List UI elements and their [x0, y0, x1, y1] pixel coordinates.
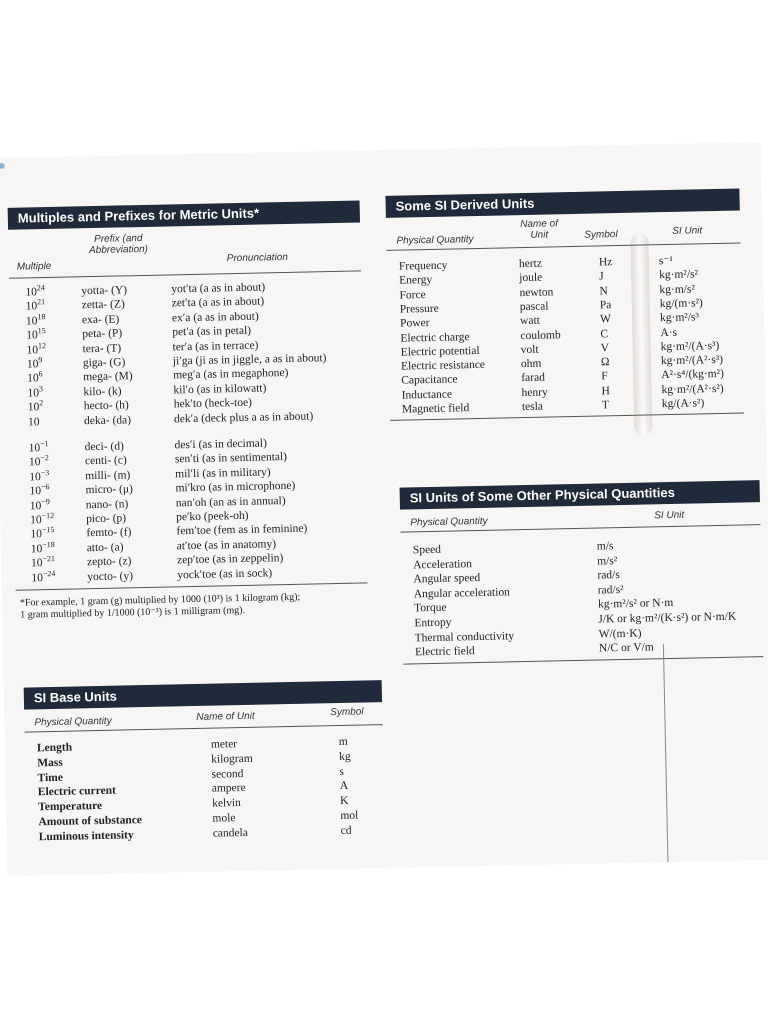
blue-dot-mark [0, 163, 5, 169]
derived-unit-name: pascal [519, 300, 549, 314]
derived-si-unit: kg/(A·s²) [661, 397, 705, 411]
multiple-exponent: −15 [41, 525, 55, 535]
derived-quantity: Capacitance [401, 373, 458, 387]
multiple-base: 10 [25, 315, 38, 328]
derived-symbol: T [601, 399, 610, 412]
multiple-exponent: −18 [42, 539, 55, 550]
base-col-symbol: Symbol [330, 706, 364, 719]
base-quantity: Luminous intensity [38, 829, 134, 844]
derived-si-unit: kg·m/s² [659, 283, 695, 296]
derived-col-symbol: Symbol [584, 229, 618, 241]
derived-symbol: Pa [599, 299, 612, 312]
col-multiple: Multiple [16, 260, 52, 273]
multiple-base: 10 [26, 358, 39, 371]
multiple-base: 10 [25, 300, 38, 313]
other-si-unit: J/K or kg·m²/(K·s²) or N·m/K [598, 610, 737, 626]
derived-si-unit: kg·m²/s³ [659, 311, 700, 325]
prefixes-bottom-rule [16, 582, 368, 590]
derived-si-unit: A·s [660, 326, 678, 339]
prefix-name: peta- (P) [82, 327, 123, 341]
base-unit-name: kilogram [211, 752, 253, 766]
other-si-unit: rad/s [597, 569, 620, 582]
derived-quantity: Force [399, 288, 426, 302]
prefix-name: giga- (G) [82, 356, 126, 370]
derived-symbol: H [601, 384, 611, 398]
other-quantity: Angular speed [413, 572, 481, 586]
derived-quantity: Frequency [398, 259, 448, 273]
prefix-name: deci- (d) [84, 440, 125, 454]
prefix-pronunciation: des′i (as in decimal) [174, 437, 267, 452]
base-symbol: kg [339, 750, 351, 763]
multiple-base: 10 [27, 386, 40, 400]
multiple-base: 10 [28, 442, 41, 455]
base-unit-name: second [211, 767, 244, 781]
prefix-pronunciation: ex′a (a as in about) [171, 310, 259, 325]
prefix-name: zetta- (Z) [81, 298, 125, 312]
multiple-base: 10 [31, 571, 43, 584]
col-pronunciation: Pronunciation [226, 251, 288, 265]
base-unit-name: meter [210, 738, 238, 751]
base-unit-name: ampere [211, 782, 246, 796]
prefix-name: zepto- (z) [86, 555, 132, 569]
derived-col-quantity: Physical Quantity [396, 234, 474, 247]
multiple-exponent: 12 [37, 340, 47, 350]
prefix-name: tera- (T) [82, 342, 122, 355]
derived-unit-name: joule [519, 271, 543, 285]
multiple-base: 10 [28, 456, 41, 469]
prefix-pronunciation: mil′li (as in military) [175, 466, 271, 481]
other-si-unit: kg·m²/s² or N·m [597, 597, 674, 611]
base-symbol: mol [340, 809, 359, 822]
base-symbol: A [339, 780, 349, 793]
prefix-pronunciation: at′toe (as in anatomy) [176, 538, 277, 553]
other-si-unit: N/C or V/m [598, 641, 654, 655]
other-quantity: Angular acceleration [413, 586, 511, 601]
derived-si-unit: kg·m²/(A·s³) [660, 339, 720, 353]
base-quantity: Temperature [38, 800, 103, 814]
base-quantity: Time [37, 771, 64, 784]
derived-quantity: Electric potential [400, 344, 480, 359]
base-symbol: K [339, 794, 349, 808]
prefix-pronunciation: ji′ga (ji as in jiggle, a as in about) [172, 352, 327, 368]
base-unit-name: mole [212, 812, 236, 825]
multiple-exponent: 18 [37, 312, 46, 322]
derived-unit-name: newton [519, 286, 554, 299]
other-quantity: Torque [413, 602, 447, 615]
multiple-base: 10 [30, 557, 43, 570]
multiple-exponent: −12 [41, 511, 55, 521]
multiple-base: 10 [25, 286, 38, 299]
multiple-exponent: −3 [40, 467, 50, 478]
derived-si-unit: s⁻¹ [658, 254, 673, 268]
base-col-quantity: Physical Quantity [34, 715, 112, 729]
derived-unit-name: watt [519, 314, 541, 328]
derived-col-si: SI Unit [672, 225, 703, 237]
derived-unit-name: farad [521, 371, 546, 385]
derived-quantity: Energy [399, 274, 433, 287]
multiple-exponent: 21 [37, 297, 46, 307]
multiple-exponent: 15 [37, 326, 46, 336]
base-symbol: cd [340, 824, 352, 837]
light-glare [630, 234, 652, 434]
prefix-name: pico- (p) [86, 512, 127, 526]
prefix-pronunciation: nan′oh (an as in annual) [175, 494, 286, 509]
derived-symbol: V [600, 342, 610, 355]
base-quantity: Mass [37, 756, 63, 770]
multiple-value [31, 570, 55, 584]
multiple-exponent: −6 [40, 482, 50, 492]
derived-si-unit: kg·m²/(A²·s³) [660, 353, 724, 368]
multiple-exponent: 9 [38, 355, 43, 365]
prefix-name: yocto- (y) [87, 569, 134, 583]
prefix-pronunciation: yock′toe (as in sock) [177, 566, 273, 581]
multiple-base: 10 [30, 514, 42, 527]
other-quantity: Speed [412, 543, 442, 557]
multiple-exponent: 3 [38, 384, 43, 394]
derived-unit-name: ohm [520, 357, 542, 371]
multiple-value [26, 340, 47, 357]
other-quantity: Entropy [414, 616, 452, 630]
prefix-name: micro- (μ) [85, 483, 134, 497]
base-col-name: Name of Unit [196, 710, 255, 723]
multiple-base: 10 [29, 485, 42, 498]
multiple-exponent: 6 [38, 369, 43, 379]
prefix-pronunciation: kil′o (as in kilowatt) [173, 382, 267, 397]
multiple-base: 10 [27, 401, 40, 414]
prefix-name: centi- (c) [84, 454, 127, 468]
prefix-pronunciation: sen′ti (as in sentimental) [174, 451, 288, 466]
other-si-unit: W/(m·K) [598, 627, 642, 641]
prefix-pronunciation: meg′a (as in megaphone) [173, 367, 289, 382]
derived-symbol: F [601, 370, 608, 383]
multiple-exponent: −1 [39, 439, 49, 449]
derived-quantity: Pressure [399, 302, 439, 316]
prefix-name: deka- (da) [83, 413, 132, 427]
derived-si-unit: A²·s⁴/(kg·m²) [661, 368, 725, 382]
other-si-unit: m/s² [597, 554, 618, 568]
prefixes-footnote-line1: *For example, 1 gram (g) multiplied by 1000 (10³) is 1 kilogram (kg); [19, 591, 301, 609]
prefix-name: kilo- (k) [83, 385, 122, 399]
base-quantity: Amount of substance [38, 814, 143, 829]
multiple-base: 10 [30, 528, 43, 541]
prefix-name: yotta- (Y) [81, 284, 128, 298]
prefix-pronunciation: yot′ta (a as in about) [171, 281, 266, 296]
other-quantity: Thermal conductivity [414, 629, 515, 644]
multiple-value [28, 415, 40, 429]
prefix-pronunciation: pe′ko (peek-oh) [176, 509, 249, 524]
prefix-name: femto- (f) [86, 526, 132, 540]
multiple-value [28, 400, 44, 414]
prefix-pronunciation: ter′a (as in terrace) [172, 339, 259, 353]
textbook-page [0, 142, 768, 876]
prefix-pronunciation: zet′ta (a as in about) [171, 295, 265, 310]
base-title: SI Base Units [24, 680, 382, 709]
other-si-unit: rad/s² [597, 583, 624, 597]
derived-symbol: Ω [600, 356, 610, 369]
derived-quantity: Electric charge [400, 330, 470, 345]
other-col-si: SI Unit [654, 509, 685, 522]
prefix-name: nano- (n) [85, 497, 129, 511]
derived-unit-name: coulomb [520, 328, 561, 342]
derived-unit-name: hertz [518, 257, 543, 271]
prefix-pronunciation: pet′a (as in petal) [172, 324, 252, 339]
other-quantity: Electric field [414, 645, 475, 659]
derived-unit-name: henry [521, 386, 548, 399]
prefix-pronunciation: dek′a (deck plus a as in about) [173, 410, 314, 425]
base-symbol: s [339, 765, 345, 778]
multiple-base: 10 [26, 329, 38, 342]
derived-unit-name: volt [520, 343, 539, 356]
derived-si-unit: kg·m²/s² [659, 268, 699, 282]
multiple-exponent: −21 [42, 554, 56, 564]
other-col-quantity: Physical Quantity [410, 515, 488, 529]
multiple-base: 10 [27, 415, 40, 429]
prefix-pronunciation: hek′to (heck-toe) [173, 396, 253, 411]
prefix-pronunciation: fem′toe (fem as in feminine) [176, 523, 308, 538]
derived-col-name: Name of Unit [520, 218, 559, 241]
multiple-exponent: −2 [40, 453, 49, 463]
prefixes-title: Multiples and Prefixes for Metric Units* [8, 200, 360, 229]
derived-symbol: J [599, 270, 604, 283]
derived-title: Some SI Derived Units [385, 188, 739, 217]
prefix-name: atto- (a) [86, 541, 124, 555]
prefix-name: exa- (E) [81, 313, 120, 327]
prefix-name: hecto- (h) [83, 399, 129, 413]
prefix-pronunciation: mi′kro (as in microphone) [175, 480, 296, 495]
prefixes-header-rule [9, 270, 361, 278]
derived-unit-name: tesla [521, 400, 544, 414]
prefixes-footnote-line2: 1 gram multiplied by 1/1000 (10⁻³) is 1 milligram (mg). [20, 604, 246, 621]
base-unit-name: kelvin [212, 797, 242, 810]
multiple-base: 10 [26, 343, 39, 357]
multiple-base: 10 [30, 542, 43, 556]
col-prefix: Prefix (and Abbreviation) [88, 233, 149, 257]
multiple-exponent: 24 [36, 283, 45, 293]
derived-si-unit: kg·m²/(A²·s²) [661, 382, 724, 396]
base-quantity: Electric current [37, 785, 116, 799]
prefix-name: milli- (m) [85, 469, 131, 483]
other-si-unit: m/s [596, 540, 614, 553]
page-fold-line [663, 644, 669, 862]
multiple-exponent: 2 [39, 398, 44, 408]
multiple-base: 10 [29, 499, 42, 513]
other-title: SI Units of Some Other Physical Quantities [400, 480, 760, 510]
derived-symbol: C [600, 327, 609, 340]
derived-quantity: Electric resistance [400, 358, 486, 373]
base-symbol: m [338, 735, 348, 748]
base-unit-name: candela [212, 826, 249, 840]
multiple-base: 10 [29, 470, 41, 484]
multiple-exponent: −24 [42, 568, 56, 578]
derived-symbol: Hz [598, 256, 613, 269]
prefix-pronunciation: zep′toe (as in zeppelin) [176, 552, 284, 567]
derived-quantity: Inductance [401, 388, 453, 402]
multiple-exponent: −9 [41, 496, 50, 506]
multiple-base: 10 [27, 372, 39, 385]
derived-symbol: N [599, 284, 608, 298]
derived-si-unit: kg/(m·s²) [659, 297, 703, 311]
derived-quantity: Magnetic field [401, 402, 470, 416]
prefix-name: mega- (M) [83, 370, 133, 384]
other-quantity: Acceleration [413, 557, 473, 571]
base-quantity: Length [36, 741, 73, 755]
derived-symbol: W [599, 313, 612, 326]
derived-quantity: Power [399, 317, 430, 330]
